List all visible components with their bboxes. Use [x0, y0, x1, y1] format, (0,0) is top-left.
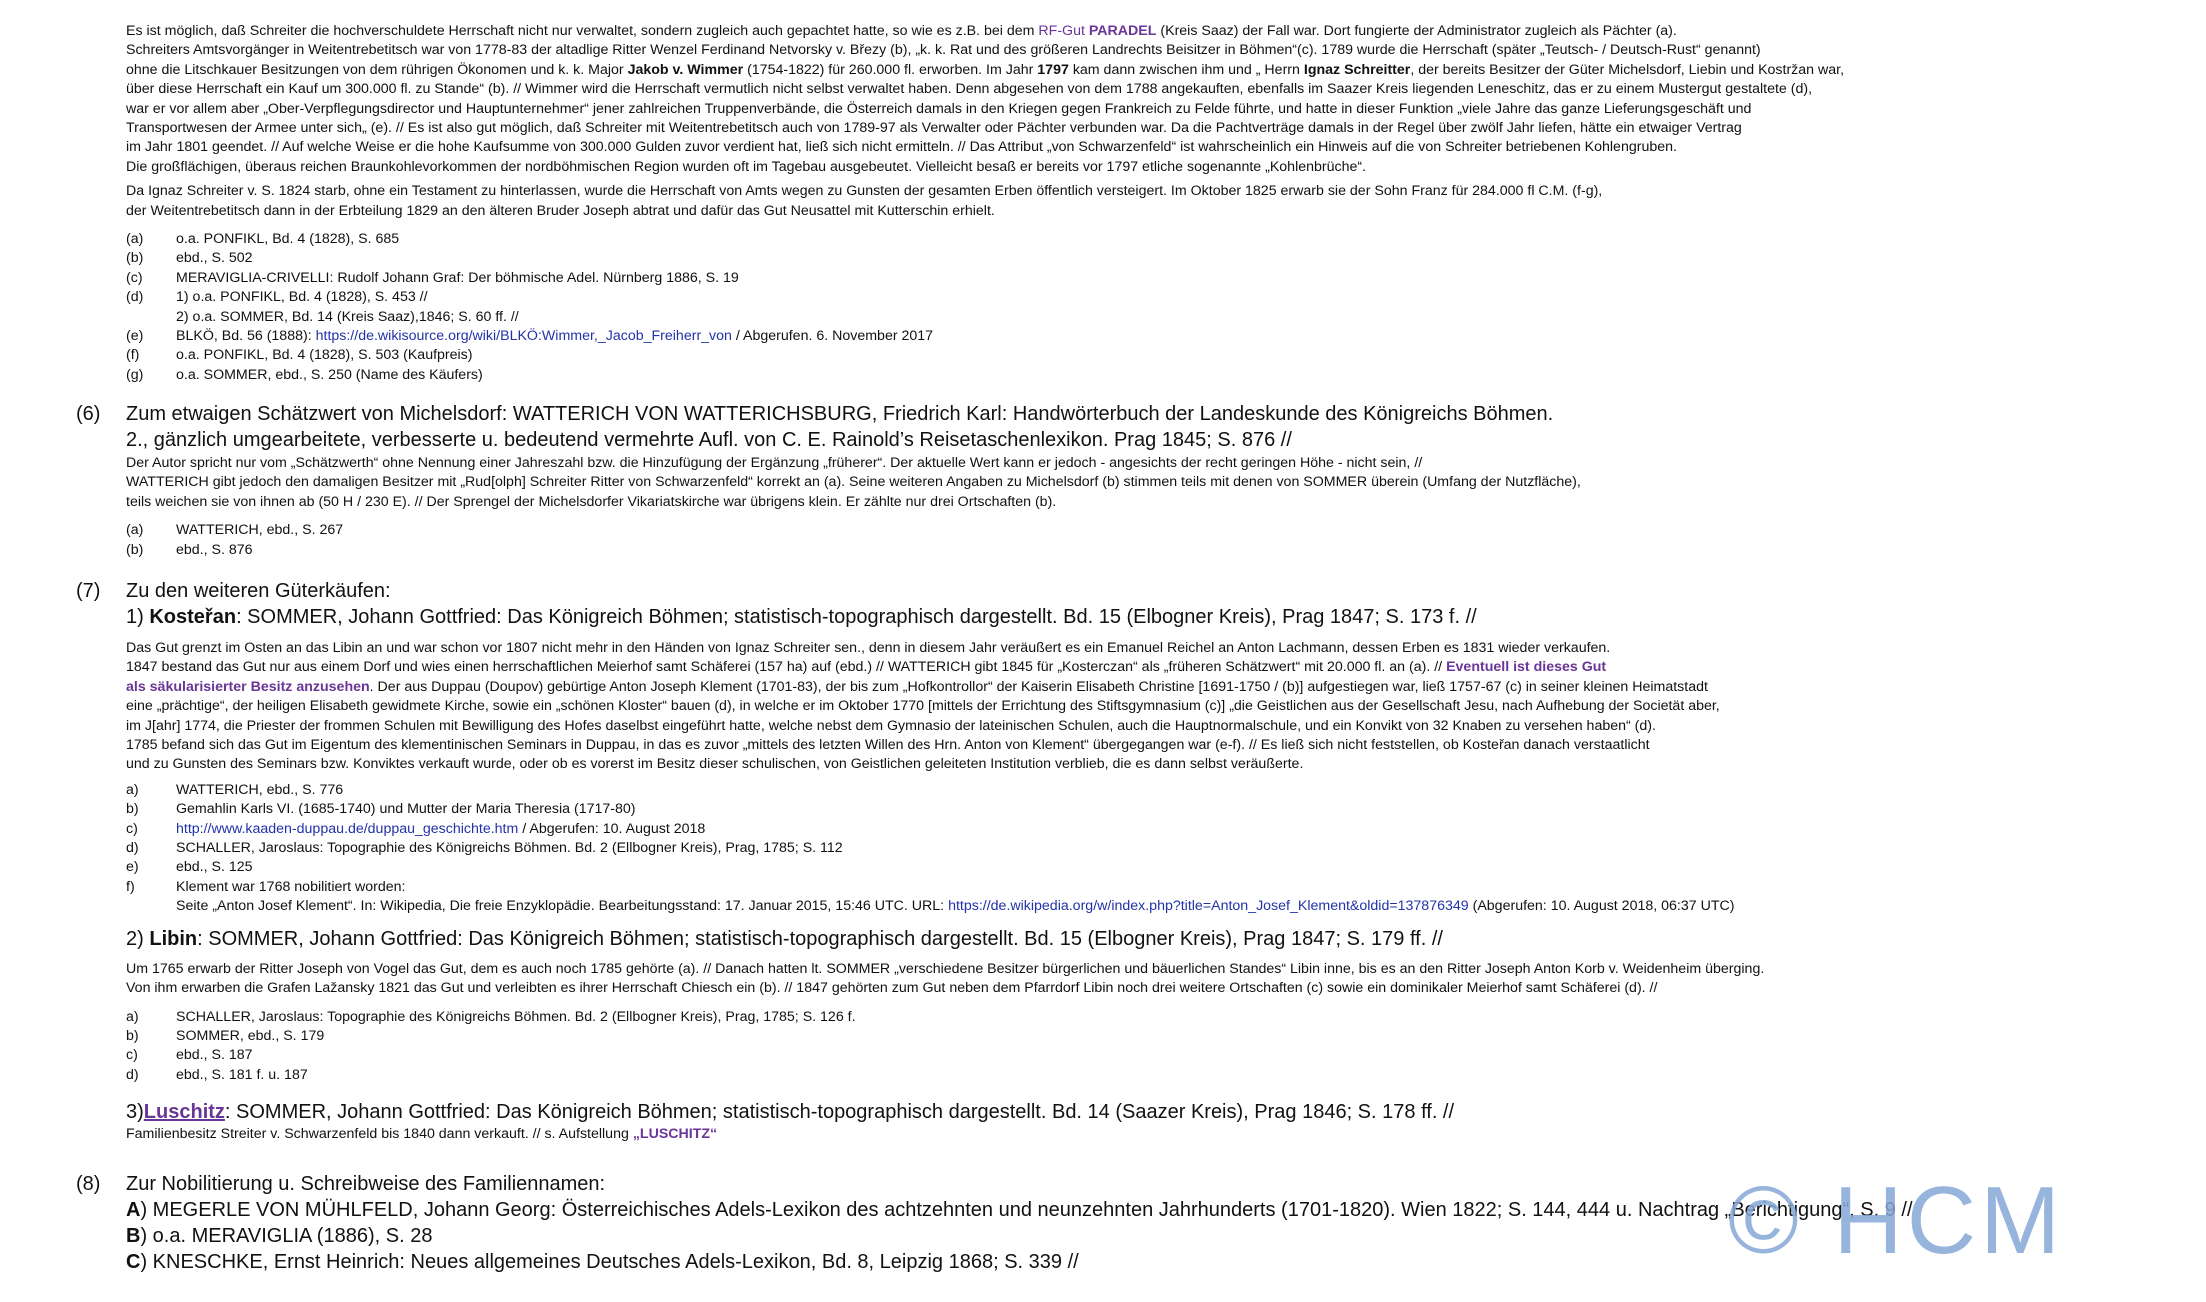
luschitz-listing-link[interactable]: „LUSCHITZ“	[632, 1126, 718, 1143]
reference-item: e) ebd., S. 125	[126, 859, 253, 876]
section-heading: Zu den weiteren Güterkäufen:	[126, 580, 391, 602]
section-7: Zu den weiteren Güterkäufen: 1) Kosteřan: SOMMER, Johann Gottfried: Das Königreich Böhmen; statistisch-topographisch dargestellt. Bd. 15 (Elbogner Kreis), Prag 1847; S. 173 f. // Das Gut grenzt im Osten an das Libin an und war schon vor 1807 nicht mehr in den Händen von Ignaz Schreiter sen., denn in diesem Jahr veräußert es ein Emanuel Reichel an Anton Lachmann, dessen Erben es 1831 wieder verkaufen. 1847 bestand das Gut nur aus einem Dorf und wies einen herrschaftlichen Meierhof samt Schäferei (157 ha) auf (ebd.) // WATTERICH gibt 1845 für „Kosterczan“ als „früheren Schätzwert“ mit 20.000 fl. an (a). // Eventuell ist dieses Gut als säkularisierter Besitz anzusehen. Der aus Duppau (Doupov) gebürtige Anton Joseph Klement (1701-83), der bis zum „Hofkontrollor“ der Kaiserin Elisabeth Christine [1691-1750 / (b)] aufgestiegen war, ließ 1757-67 (c) in seiner kleinen Heimatstadt eine „prächtige“, der heiligen Elisabeth gewidmete Kirche, sowie ein „schönen Kloster“ bauen (d), in welche er im Oktober 1770 [mittels der Errichtung des Stiftsgymnasium (c)] „die Geistlichen aus der Gesellschaft Jesu, nach Aufhebung der Societät aber, im J[ahr] 1774, die Priester der frommen Schulen mit Bewilligung des Hofes daselbst eingeführt hatte, welche nebst dem Gymnasio der lateinischen Schulen, auch die Hauptnormalschule, und ein Konvikt von 32 Knaben zu versehen haben“ (d). 1785 befand sich das Gut im Eigentum des klementinischen Seminars in Duppau, in das es zuvor „mittels des letzten Willen des Hrn. Anton von Klement“ übergegangen war (e-f). // Es ließ sich nicht feststellen, ob Kosteřan danach verstaatlicht und zu Gunsten des Seminars bzw. Konviktes verkauft wurde, oder ob es vorerst im Besitz dieser schulischen, von Geistlichen geleiteten Institution verblieb, die es dann selbst veräußerte. a) WATTERICH, ebd., S. 776 b) Gemahlin Karls VI. (1685-1740) und Mutter der Maria Theresia (1717-80) c) http://www.kaaden-duppau.de/duppau_geschichte.htm / Abgerufen: 10. August 2018 d) SCHALLER, Jaroslaus: Topographie des Königreichs Böhmen. Bd. 2 (Ellbogner Kreis), Prag, 1785; S. 112 e) ebd., S. 125 f) Klement war 1768 nobilitiert worden: Seite „Anton Josef Klement“. In: Wikipedia, Die freie Enzyklopädie. Bearbeitungsstand: 17. Januar 2015, 15:46 UTC. URL: https://de.wikipedia.org/w/index.php?title=Anton_Josef_Klement&oldid=137876349 (Abgerufen: 10. August 2018, 06:37 UTC) 2) Libin: SOMMER, Johann Gottfried: Das Königreich Böhmen; statistisch-topographisch dargestellt. Bd. 15 (Elbogner Kreis), Prag 1847; S. 179 ff. // Um 1765 erwarb der Ritter Joseph von Vogel das Gut, dem es auch noch 1785 gehörte (a). // Danach hatten lt. SOMMER „verschiedene Besitzer bürgerlichen und bäuerlichen Standes“ Libin inne, bis es an den Ritter Joseph Anton Korb v. Weidenheim überging. Von ihm erwarben die Grafen Lažansky 1821 das Gut und verleibten es ihrer Herrschaft Chiesch ein (b). // 1847 gehörten zum Gut neben dem Pfarrdorf Libin noch drei weitere Ortschaften (c) sowie ein dominikaler Meierhof samt Schäferei (d). // a) SCHALLER, Jaroslaus: Topographie des Königreichs Böhmen. Bd. 2 (Ellbogner Kreis), Prag, 1785; S. 126 f. b) SOMMER, ebd., S. 179 c) ebd., S. 187 d) ebd., S. 181 f. u. 187 3)Luschitz: SOMMER, Johann Gottfried: Das Königreich Böhmen; statistisch-topographisch dargestellt. Bd. 14 (Saazer Kreis), Prag 1846; S. 178 ff. // Familienbesitz Streiter v. Schwarzenfeld bis 1840 dann verkauft. // s. Aufstellung „LUSCHITZ“	[126, 578, 2176, 1145]
intro-line: über diese Herrschaft ein Kauf um 300.000 fl. zu Stande“ (b). // Wimmer wird die Herrschaft vermutlich nicht selbst verwaltet haben. Denn abgesehen von dem 1788 angekauften, ebenfalls im Saazer Kreis liegenden Leneschitz, das er zu einem Mustergut gestaltete (d),	[126, 81, 1813, 98]
reference-item: (b) ebd., S. 876	[126, 541, 253, 558]
reference-item: f) Klement war 1768 nobilitiert worden:	[126, 878, 406, 895]
intro-line: im Jahr 1801 geendet. // Auf welche Weise er die hohe Kaufsumme von 300.000 Gulden zuvor verdient hat, ließ sich nicht ermitteln. // Das Attribut „von Schwarzenfeld“ ist wahrscheinlich ein Hinweis auf die von Schreiter betriebenen Kohlengruben.	[126, 139, 1677, 156]
highlight-text: als säkularisierter Besitz anzusehen	[126, 678, 370, 695]
reference-item: c) http://www.kaaden-duppau.de/duppau_geschichte.htm / Abgerufen: 10. August 2018	[126, 820, 706, 837]
intro-line: Es ist möglich, daß Schreiter die hochverschuldete Herrschaft nicht nur verwaltet, sondern zugleich auch gepachtet hatte, so wie es z.B. bei dem	[126, 23, 1035, 39]
kaaden-duppau-link[interactable]: http://www.kaaden-duppau.de/duppau_geschichte.htm	[176, 820, 519, 837]
libin-title: Libin	[149, 927, 198, 950]
reference-item: c) ebd., S. 187	[126, 1047, 253, 1064]
rf-gut-link[interactable]: RF-Gut	[1038, 23, 1085, 39]
intro-references	[126, 230, 2176, 385]
intro-line: Die großflächigen, überaus reichen Braunkohlevorkommen der nordböhmischen Region wurden oft im Tagebau ausgebeutet. Vielleicht besaß er bereits vor 1797 etliche sogenannte „Kohlenbrüche“.	[126, 158, 1367, 175]
reference-item: Seite „Anton Josef Klement“. In: Wikipedia, Die freie Enzyklopädie. Bearbeitungsstand: 17. Januar 2015, 15:46 UTC. URL: https://de.wikipedia.org/w/index.php?title=Anton_Josef_Klement&oldid=137876349 (Abgerufen: 10. August 2018, 06:37 UTC)	[176, 898, 1735, 915]
section-heading: Zur Nobilitierung u. Schreibweise des Familiennamen:	[126, 1173, 606, 1195]
section-heading: Zum etwaigen Schätzwert von Michelsdorf: WATTERICH VON WATTERICHSBURG, Friedrich Karl: Handwörterbuch der Landeskunde des Königreichs Böhmen.	[126, 403, 1554, 425]
wikisource-link[interactable]: https://de.wikisource.org/wiki/BLKÖ:Wimmer,_Jacob_Freiherr_von	[315, 328, 732, 345]
intro-paragraph: Es ist möglich, daß Schreiter die hochverschuldete Herrschaft nicht nur verwaltet, sondern zugleich auch gepachtet hatte, so wie es z.B. bei dem RF-Gut PARADEL (Kreis Saaz) der Fall war. Dort fungierte der Administrator zugleich als Pächter (a). Schreiters Amtsvorgänger in Weitentrebetitsch war von 1778-83 der altadlige Ritter Wenzel Ferdinand Netvorsky v. Březy (b), „k. k. Rat und des größeren Landrechts Beisitzer in Böhmen“(c). 1789 wurde die Herrschaft (später „Teutsch- / Deutsch-Rust“ genannt) ohne die Litschkauer Besitzungen von dem rührigen Ökonomen und k. k. Major Jakob v. Wimmer (1754-1822) für 260.000 fl. erworben. Im Jahr 1797 kam dann zwischen ihm und „ Herrn Ignaz Schreitter, der bereits Besitzer der Güter Michelsdorf, Liebin und Kostržan war, über diese Herrschaft ein Kauf um 300.000 fl. zu Stande“ (b). // Wimmer wird die Herrschaft vermutlich nicht selbst verwaltet haben. Denn abgesehen von dem 1788 angekauften, ebenfalls im Saazer Kreis liegenden Leneschitz, das er zu einem Mustergut gestaltete (d), war er vor allem aber „Ober-Verpflegungsdirector und Hauptunternehmer“ jener zahlreichen Truppenverbände, die Österreich damals in den Kriegen gegen Frankreich zu Felde führte, und hatte in dieser Funktion „viele Jahre das ganze Lieferungsgeschäft und Transportwesen der Armee unter sich„ (e). // Es ist also gut möglich, daß Schreiter mit Weitentrebetitsch auch von 1789-97 als Verwalter oder Pächter verbunden war. Da die Pachtverträge damals in der Regel über zwölf Jahr liefen, hätte ein etwaiger Vertrag im Jahr 1801 geendet. // Auf welche Weise er die hohe Kaufsumme von 300.000 Gulden zuvor verdient hat, ließ sich nicht ermitteln. // Das Attribut „von Schwarzenfeld“ ist wahrscheinlich ein Hinweis auf die von Schreiter betriebenen Kohlengruben. Die großflächigen, überaus reichen Braunkohlevorkommen der nordböhmischen Region wurden oft im Tagebau ausgebeutet. Vielleicht besaß er bereits vor 1797 etliche sogenannte „Kohlenbrüche“. Da Ignaz Schreiter v. S. 1824 starb, ohne ein Testament zu hinterlassen, wurde die Herrschaft von Amts wegen zu Gunsten der gesamten Erben öffentlich versteigert. Im Oktober 1825 erwarb sie der Sohn Franz für 284.000 fl C.M. (f-g), der Weitentrebetitsch dann in der Erbteilung 1829 an den älteren Bruder Joseph abtrat und dafür das Gut Neusattel mit Kutterschin erhielt.	[126, 22, 2176, 221]
reference-item: b) Gemahlin Karls VI. (1685-1740) und Mutter der Maria Theresia (1717-80)	[126, 801, 636, 818]
intro-line: Transportwesen der Armee unter sich„ (e). // Es ist also gut möglich, daß Schreiter mit Weitentrebetitsch auch von 1789-97 als Verwalter oder Pächter verbunden war. Da die Pachtverträge damals in der Regel über zwölf Jahr liefen, hätte ein etwaiger Vertrag	[126, 120, 1742, 137]
section-number: (6)	[76, 403, 101, 425]
kosteran-title: Kosteřan	[149, 606, 237, 628]
section-8: Zur Nobilitierung u. Schreibweise des Familiennamen: A) MEGERLE VON MÜHLFELD, Johann Georg: Österreichisches Adels-Lexikon des achtzehnten und neunzehnten Jahrhunderts (1701-1820). Wien 1822; S. 144, 444 u. Nachtrag „Berichtigung“, S. 9 // B) o.a. MERAVIGLIA (1886), S. 28 C) KNESCHKE, Ernst Heinrich: Neues allgemeines Deutsches Adels-Lexikon, Bd. 8, Leipzig 1868; S. 339 //	[126, 1171, 2176, 1275]
reference-item: (f) o.a. PONFIKL, Bd. 4 (1828), S. 503 (Kaufpreis)	[126, 347, 473, 364]
reference-item: a) SCHALLER, Jaroslaus: Topographie des Königreichs Böhmen. Bd. 2 (Ellbogner Kreis), Prag, 1785; S. 126 f.	[126, 1008, 856, 1025]
reference-item: d) SCHALLER, Jaroslaus: Topographie des Königreichs Böhmen. Bd. 2 (Ellbogner Kreis), Prag, 1785; S. 112	[126, 840, 843, 857]
reference-item: b) SOMMER, ebd., S. 179	[126, 1027, 325, 1044]
reference-item: (c) MERAVIGLIA-CRIVELLI: Rudolf Johann Graf: Der böhmische Adel. Nürnberg 1886, S. 19	[126, 269, 739, 286]
section-heading: 2., gänzlich umgearbeitete, verbesserte u. bedeutend vermehrte Aufl. von C. E. Rainold’s Reisetaschenlexikon. Prag 1845; S. 876 //	[126, 429, 1292, 451]
reference-item: (g) o.a. SOMMER, ebd., S. 250 (Name des Käufers)	[126, 366, 483, 383]
highlight-text: Eventuell ist dieses Gut	[1446, 659, 1607, 676]
reference-item: (a) WATTERICH, ebd., S. 267	[126, 522, 344, 539]
paradel-link[interactable]: PARADEL	[1088, 23, 1157, 39]
reference-item: 2) o.a. SOMMER, Bd. 14 (Kreis Saaz),1846; S. 60 ff. //	[176, 308, 519, 325]
reference-item: a) WATTERICH, ebd., S. 776	[126, 781, 344, 798]
intro-line: Da Ignaz Schreiter v. S. 1824 starb, ohne ein Testament zu hinterlassen, wurde die Herrschaft von Amts wegen zu Gunsten der gesamten Erben öffentlich versteigert. Im Oktober 1825 erwarb sie der Sohn Franz für 284.000 fl C.M. (f-g),	[126, 183, 1603, 200]
intro-line: der Weitentrebetitsch dann in der Erbteilung 1829 an den älteren Bruder Joseph abtrat und dafür das Gut Neusattel mit Kutterschin erhielt.	[126, 202, 995, 219]
reference-item: (b) ebd., S. 502	[126, 250, 253, 267]
reference-item: (a) o.a. PONFIKL, Bd. 4 (1828), S. 685	[126, 231, 400, 247]
reference-item: (d) 1) o.a. PONFIKL, Bd. 4 (1828), S. 453 //	[126, 289, 428, 306]
reference-item: d) ebd., S. 181 f. u. 187	[126, 1066, 308, 1083]
section-6: Zum etwaigen Schätzwert von Michelsdorf: WATTERICH VON WATTERICHSBURG, Friedrich Karl: Handwörterbuch der Landeskunde des Königreichs Böhmen. 2., gänzlich umgearbeitete, verbesserte u. bedeutend vermehrte Aufl. von C. E. Rainold’s Reisetaschenlexikon. Prag 1845; S. 876 // Der Autor spricht nur vom „Schätzwerth“ ohne Nennung einer Jahreszahl bzw. die Hinzufügung der Ergänzung „früherer“. Der aktuelle Wert kann er jedoch - angesichts der recht geringen Höhe - nicht sein, // WATTERICH gibt jedoch den damaligen Besitzer mit „Rud[olph] Schreiter Ritter von Schwarzenfeld“ korrekt an (a). Seine weiteren Angaben zu Michelsdorf (b) stimmen teils mit denen von SOMMER überein (Umfang der Nutzfläche), teils weichen sie von ihnen ab (50 H / 230 E). // Der Sprengel der Michelsdorfer Vikariatskirche war übrigens klein. Er zählte nur drei Ortschaften (b). (a) WATTERICH, ebd., S. 267 (b) ebd., S. 876	[126, 401, 2176, 560]
intro-line: war er vor allem aber „Ober-Verpflegungsdirector und Hauptunternehmer“ jener zahlreichen Truppenverbände, die Österreich damals in den Kriegen gegen Frankreich zu Felde führte, und hatte in dieser Funktion „viele Jahre das ganze Lieferungsgeschäft und	[126, 100, 1752, 117]
section-number: (8)	[76, 1173, 101, 1195]
section-number: (7)	[76, 580, 101, 602]
copyright-watermark: © HCM	[1728, 1167, 2065, 1274]
reference-item: (e) BLKÖ, Bd. 56 (1888): https://de.wikisource.org/wiki/BLKÖ:Wimmer,_Jacob_Freiherr_von / Abgerufen. 6. November 2017	[126, 328, 934, 345]
wikipedia-link[interactable]: https://de.wikipedia.org/w/index.php?title=Anton_Josef_Klement&oldid=137876349	[948, 898, 1469, 915]
intro-line: Schreiters Amtsvorgänger in Weitentrebetitsch war von 1778-83 der altadlige Ritter Wenzel Ferdinand Netvorsky v. Březy (b), „k. k. Rat und des größeren Landrechts Beisitzer in Böhmen“(c). 1789 wurde die Herrschaft (später „Teutsch- / Deutsch-Rust“ genannt)	[126, 42, 1761, 59]
luschitz-link[interactable]: Luschitz	[143, 1101, 225, 1124]
